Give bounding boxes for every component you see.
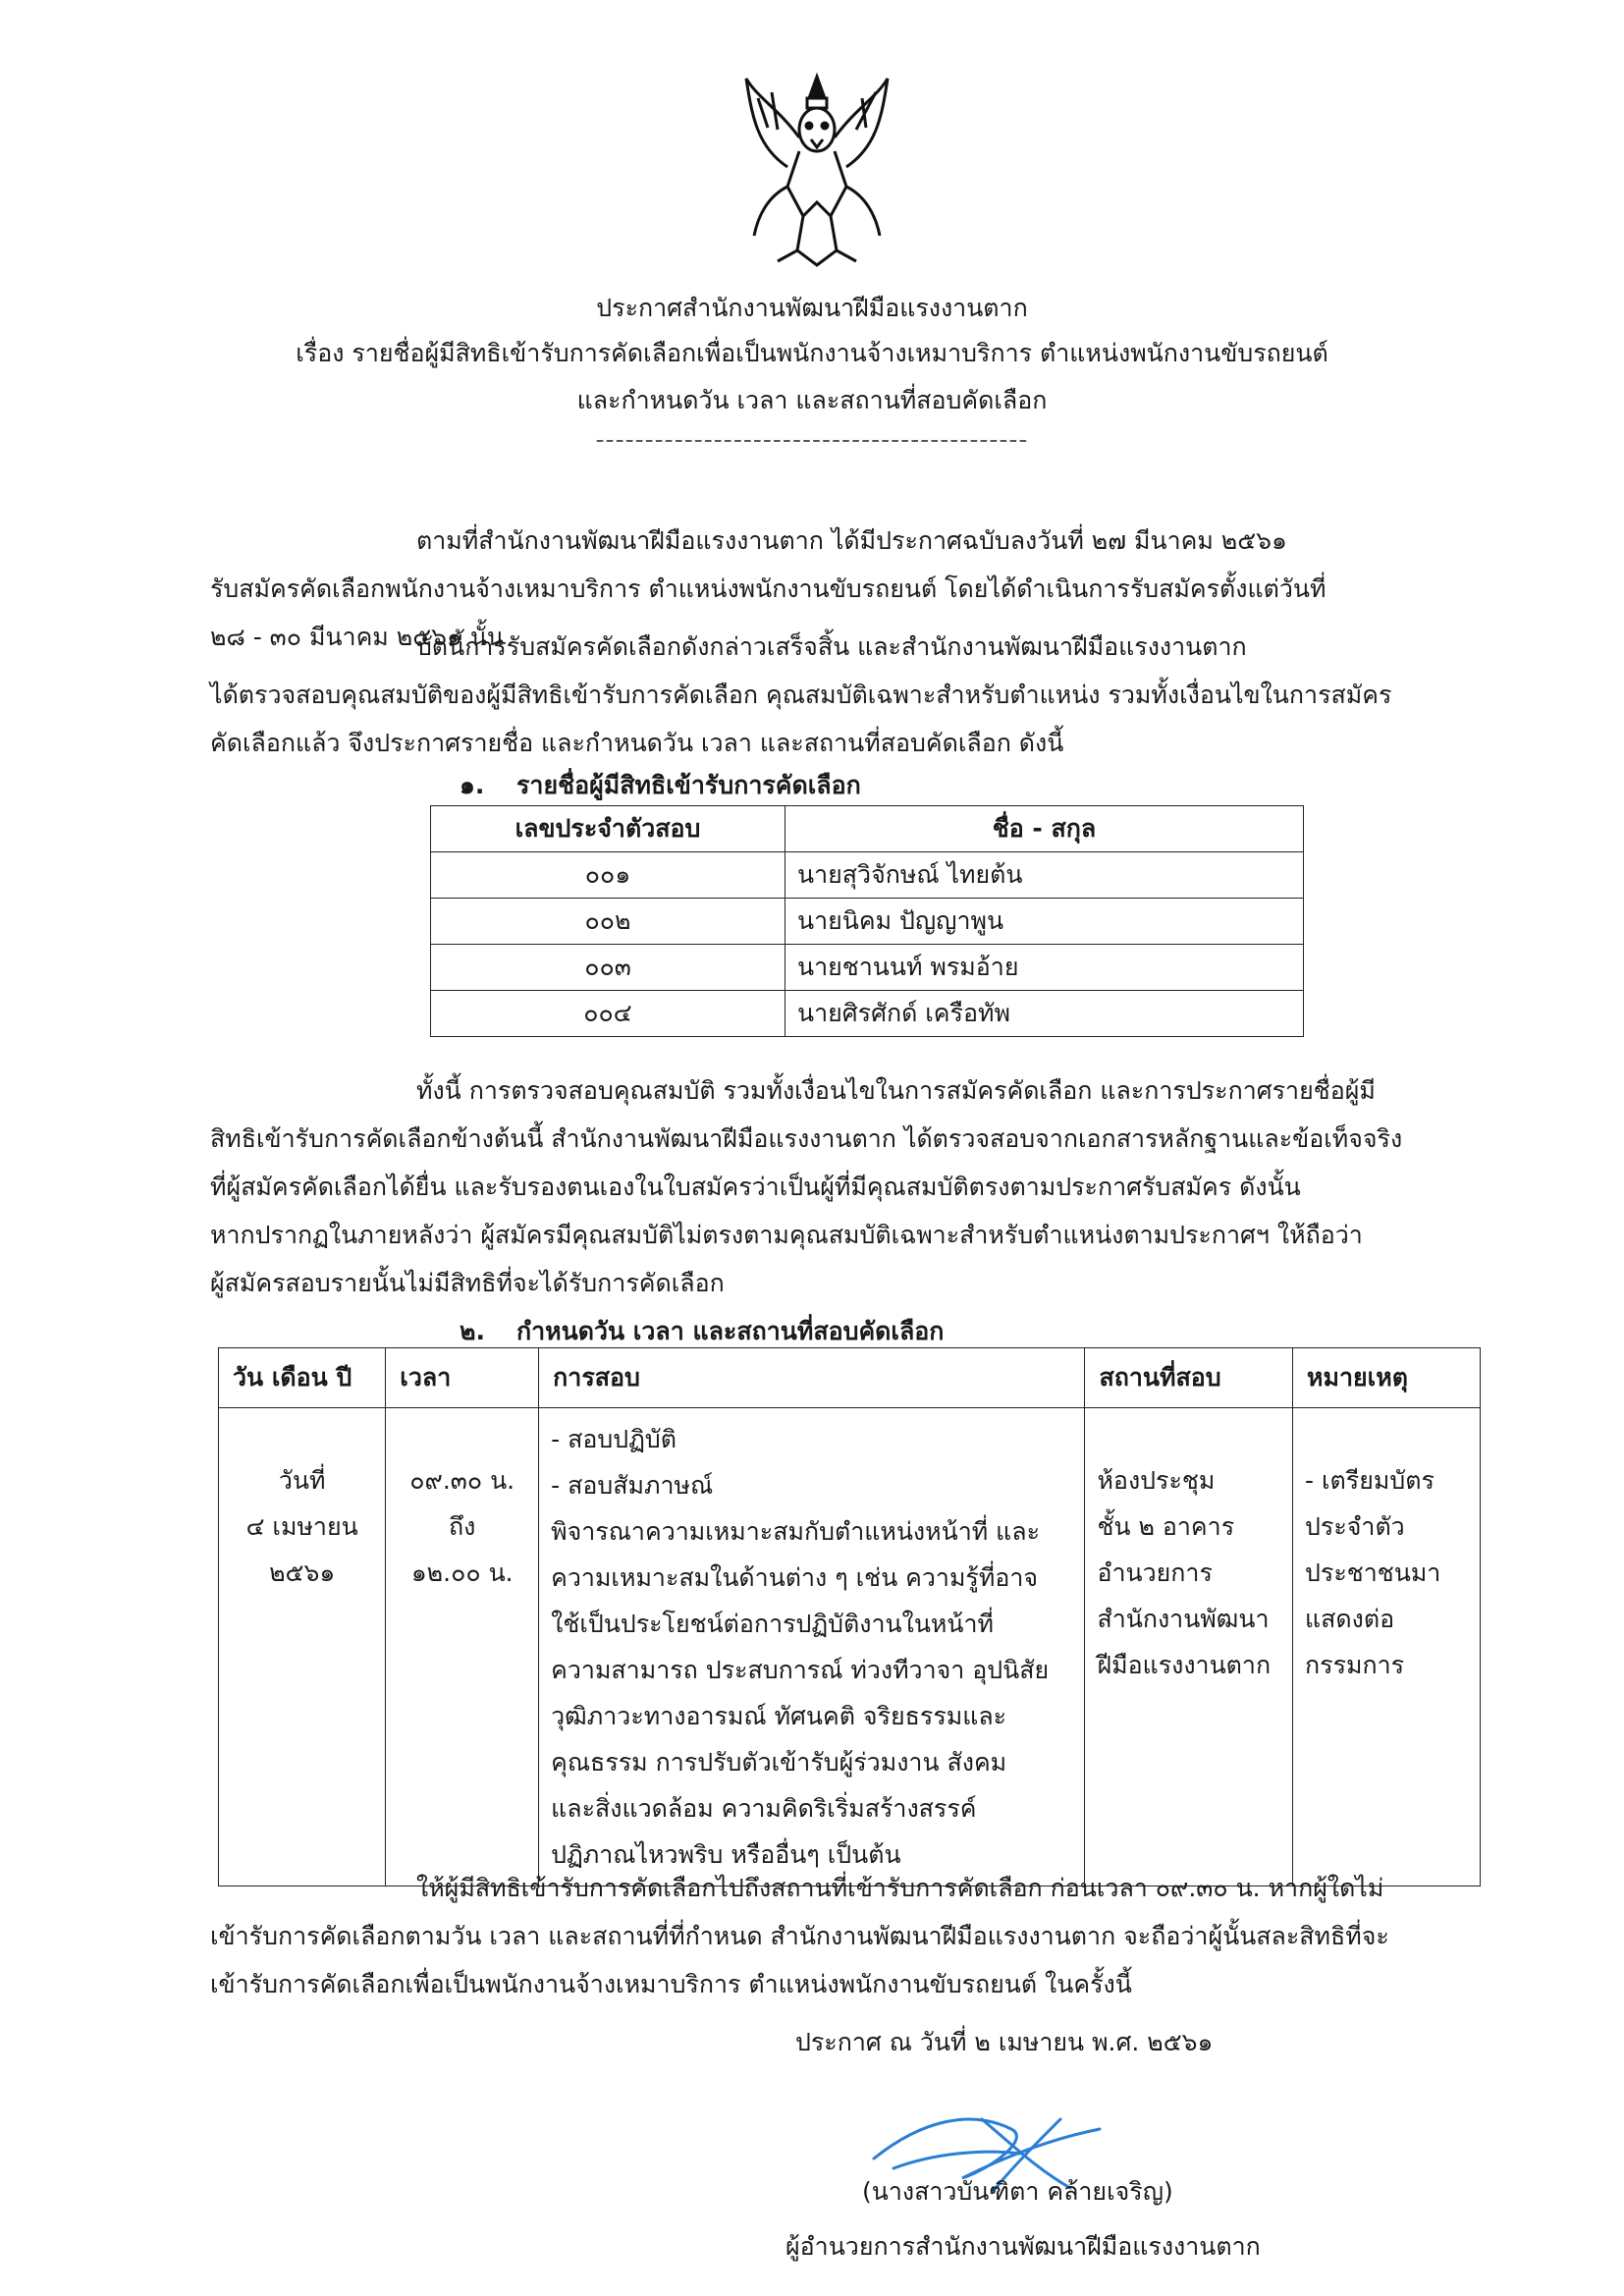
text-line: ทั้งนี้ การตรวจสอบคุณสมบัติ รวมทั้งเงื่อนไขในการสมัครคัดเลือก และการประกาศรายชื่อผู้มี [416,1076,1376,1105]
cell-line: ๔ เมษายน [245,1512,358,1541]
column-header: วัน เดือน ปี [219,1348,386,1408]
eligibility-note-paragraph [210,1066,1477,1307]
column-header: เวลา [386,1348,539,1408]
cell-line: ความสามารถ ประสบการณ์ ท่วงทีวาจา อุปนิสัย [551,1656,1050,1684]
exam-place-cell [1085,1408,1293,1886]
table-row [431,899,1304,945]
text-line: ได้ตรวจสอบคุณสมบัติของผู้มีสิทธิเข้ารับการคัดเลือก คุณสมบัติเฉพาะสำหรับตำแหน่ง รวมทั้งเงื่อนไขในการสมัคร [210,681,1392,709]
column-header: การสอบ [539,1348,1085,1408]
text-line: ที่ผู้สมัครคัดเลือกได้ยื่น และรับรองตนเองในใบสมัครว่าเป็นผู้ที่มีคุณสมบัติตรงตามประกาศรับสมัคร ดังนั้น [210,1173,1301,1201]
exam-type-cell [539,1408,1085,1886]
section-2-heading [460,1312,944,1351]
table-row [431,945,1304,991]
cell-line: ๒๕๖๑ [269,1558,336,1587]
announcement-date: ประกาศ ณ วันที่ ๒ เมษายน พ.ศ. ๒๕๖๑ [795,2028,1214,2056]
text-line: รับสมัครคัดเลือกพนักงานจ้างเหมาบริการ ตำแหน่งพนักงานขับรถยนต์ โดยได้ดำเนินการรับสมัครตั้งแต่วันที่ [210,574,1326,603]
cell-line: และสิ่งแวดล้อม ความคิดริเริ่มสร้างสรรค์ [551,1794,977,1823]
cell-line: ๑๒.๐๐ น. [410,1558,514,1587]
section-title: กำหนดวัน เวลา และสถานที่สอบคัดเลือก [516,1317,945,1345]
cell-line: ใช้เป็นประโยชน์ต่อการปฏิบัติงานในหน้าที่ [551,1610,995,1638]
cell-line: ถึง [449,1512,476,1541]
cell-line: คุณธรรม การปรับตัวเข้ารับผู้ร่วมงาน สังคม [551,1748,1007,1777]
exam-id-cell: ๐๐๑ [431,852,785,899]
announcement-subject: เรื่อง รายชื่อผู้มีสิทธิเข้ารับการคัดเลือกเพื่อเป็นพนักงานจ้างเหมาบริการ ตำแหน่งพนักงานขับรถยนต์ [296,339,1328,367]
cell-line: ประจำตัว [1305,1512,1405,1541]
exam-note-cell [1293,1408,1481,1886]
cell-line: ประชาชนมา [1305,1558,1441,1587]
cell-line: แสดงต่อ [1305,1605,1395,1633]
text-line: บัดนี้การรับสมัครคัดเลือกดังกล่าวเสร็จสิ้น และสำนักงานพัฒนาฝีมือแรงงานตาก [416,632,1247,661]
cell-line: อำนวยการ [1097,1558,1213,1587]
text-line: หากปรากฏในภายหลังว่า ผู้สมัครมีคุณสมบัติไม่ตรงตามคุณสมบัติเฉพาะสำหรับตำแหน่งตามประกาศฯ ให้ถือว่า [210,1221,1363,1249]
intro-paragraph-2 [210,623,1477,767]
exam-time-cell [386,1408,539,1886]
text-line: สิทธิเข้ารับการคัดเลือกข้างต้นนี้ สำนักงานพัฒนาฝีมือแรงงานตาก ได้ตรวจสอบจากเอกสารหลักฐานและข้อเท็จจริง [210,1124,1403,1153]
section-title: รายชื่อผู้มีสิทธิเข้ารับการคัดเลือก [516,771,861,799]
header-divider: -------------------------------------------- [595,425,1029,454]
section-1-heading [460,766,861,805]
text-line: ให้ผู้มีสิทธิเข้ารับการคัดเลือกไปถึงสถานที่เข้ารับการคัดเลือก ก่อนเวลา ๐๙.๓๐ น. หากผู้ใดไม่ [416,1874,1384,1902]
signer-name: (นางสาวบันฑิตา คล้ายเจริญ) [862,2177,1173,2206]
cell-line: วันที่ [278,1466,326,1495]
column-header: เลขประจำตัวสอบ [431,806,785,852]
closing-paragraph [210,1864,1477,2008]
column-header: สถานที่สอบ [1085,1348,1293,1408]
cell-line: ชั้น ๒ อาคาร [1097,1512,1235,1541]
announcement-title: ประกาศสำนักงานพัฒนาฝีมือแรงงานตาก [596,294,1028,322]
candidate-name-cell: นายศิรศักด์ เครือทัพ [785,991,1304,1037]
cell-line: พิจารณาความเหมาะสมกับตำแหน่งหน้าที่ และ [551,1517,1041,1546]
cell-line: วุฒิภาวะทางอารมณ์ ทัศนคติ จริยธรรมและ [551,1702,1007,1730]
exam-schedule-table [218,1347,1481,1886]
cell-line: กรรมการ [1305,1651,1405,1679]
table-row [431,991,1304,1037]
section-number: ๒. [460,1317,485,1345]
exam-date-cell [219,1408,386,1886]
cell-line: ฝีมือแรงงานตาก [1097,1651,1272,1679]
table-row [431,852,1304,899]
candidate-name-cell: นายสุวิจักษณ์ ไทยต้น [785,852,1304,899]
signer-title: ผู้อำนวยการสำนักงานพัฒนาฝีมือแรงงานตาก [785,2232,1261,2261]
text-line: ๒๘ - ๓๐ มีนาคม ๒๕๖๑ นั้น [210,623,504,651]
table-row [219,1408,1481,1886]
table-header-row [219,1348,1481,1408]
exam-id-cell: ๐๐๒ [431,899,785,945]
exam-id-cell: ๐๐๔ [431,991,785,1037]
cell-line: สำนักงานพัฒนา [1097,1605,1270,1633]
candidates-table [430,805,1304,1037]
cell-line: - สอบปฏิบัติ [551,1425,677,1453]
text-line: เข้ารับการคัดเลือกตามวัน เวลา และสถานที่ที่กำหนด สำนักงานพัฒนาฝีมือแรงงานตาก จะถือว่าผู้นั้นสละสิทธิที่จะ [210,1922,1389,1950]
table-header-row [431,806,1304,852]
text-line: ผู้สมัครสอบรายนั้นไม่มีสิทธิที่จะได้รับการคัดเลือก [210,1269,725,1297]
garuda-emblem-icon [738,69,895,275]
candidate-name-cell: นายชานนท์ พรมอ้าย [785,945,1304,991]
exam-id-cell: ๐๐๓ [431,945,785,991]
cell-line: ห้องประชุม [1097,1466,1216,1495]
text-line: ตามที่สำนักงานพัฒนาฝีมือแรงงานตาก ได้มีประกาศฉบับลงวันที่ ๒๗ มีนาคม ๒๕๖๑ [416,526,1287,555]
column-header: ชื่อ - สกุล [785,806,1304,852]
candidate-name-cell: นายนิคม ปัญญาพูน [785,899,1304,945]
section-number: ๑. [460,771,485,799]
cell-line: ปฏิภาณไหวพริบ หรืออื่นๆ เป็นต้น [551,1840,901,1869]
cell-line: ๐๙.๓๐ น. [409,1466,515,1495]
cell-line: - สอบสัมภาษณ์ [551,1471,714,1500]
text-line: คัดเลือกแล้ว จึงประกาศรายชื่อ และกำหนดวัน เวลา และสถานที่สอบคัดเลือก ดังนี้ [210,729,1064,757]
cell-line: - เตรียมบัตร [1305,1466,1435,1495]
cell-line: ความเหมาะสมในด้านต่าง ๆ เช่น ความรู้ที่อาจ [551,1563,1039,1592]
text-line: เข้ารับการคัดเลือกเพื่อเป็นพนักงานจ้างเหมาบริการ ตำแหน่งพนักงานขับรถยนต์ ในครั้งนี้ [210,1970,1132,1998]
announcement-subject-cont: และกำหนดวัน เวลา และสถานที่สอบคัดเลือก [576,386,1048,414]
column-header: หมายเหตุ [1293,1348,1481,1408]
